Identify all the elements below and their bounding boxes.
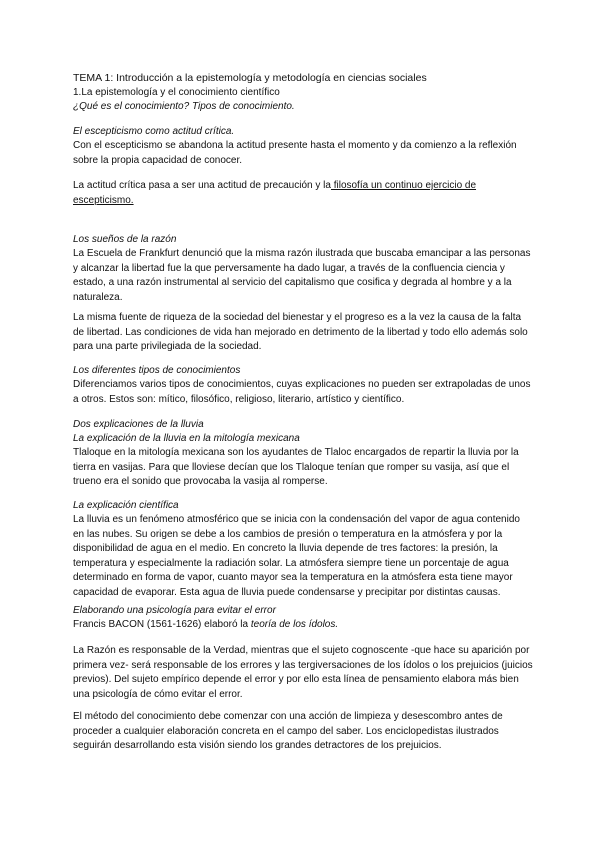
heading-cientifica: La explicación científica <box>73 500 179 511</box>
paragraph-psicologia-2: La Razón es responsable de la Verdad, mientras que el sujeto cognoscente -que hace su aparición por primera vez- será responsable de los errores y las tergiversaciones de los ídolos o los prejuicios (juicios previos). Del sujeto empírico depende el error y por ello esta línea de pensamiento elabora más bien una psicología de cómo evitar el error. <box>73 645 533 700</box>
paragraph-psicologia-3: El método del conocimiento debe comenzar con una acción de limpieza y desescombro antes de proceder a cualquier elaboración concreta en el campo del saber. Los enciclopedistas ilustrados seguirán desarrollando esta visión siendo los grandes detractores de los prejuicios. <box>73 711 503 752</box>
heading-suenos: Los sueños de la razón <box>73 234 177 245</box>
paragraph-cientifica-1: La lluvia es un fenómeno atmosférico que se inicia con la condensación del vapor de agua contenido en las nubes. Su origen se debe a los cambios de presión o temperatura en la atmósfera y por la disponibilidad de agua en el medio. En concreto la lluvia depende de tres factores: la presión, la temperatura y especialmente la radiación solar. La atmósfera siempre tiene un porcentaje de agua determinado en forma de vapor, cuanto mayor sea la temperatura en la atmósfera esta tiene mayor capacidad de evaporar. Esta agua de lluvia puede condensarse y precipitar por distintas causas. <box>73 514 520 598</box>
paragraph-escepticismo-2-underlined: filosofía un continuo ejercicio de escepticismo. <box>73 180 477 206</box>
paragraph-psicologia-1-start: Francis BACON (1561-1626) elaboró la <box>73 619 251 630</box>
doc-question: ¿Qué es el conocimiento? Tipos de conocimiento. <box>73 101 295 112</box>
subheading-lluvia-mitologia: La explicación de la lluvia en la mitología mexicana <box>73 433 300 444</box>
heading-escepticismo: El escepticismo como actitud crítica. <box>73 126 235 137</box>
paragraph-suenos-1: La Escuela de Frankfurt denunció que la misma razón ilustrada que buscaba emancipar a las personas y alcanzar la libertad fue la que perversamente ha dado lugar, a través de la confluencia ciencia y estado, a una razón instrumental al servicio del capitalismo que cosifica y degrada al hombre y a la naturaleza. <box>73 248 531 303</box>
paragraph-psicologia-1 <box>73 618 533 633</box>
heading-psicologia: Elaborando una psicología para evitar el error <box>73 605 276 616</box>
paragraph-escepticismo-2-start: La actitud crítica pasa a ser una actitud de precaución y la <box>73 180 331 191</box>
paragraph-suenos-2: La misma fuente de riqueza de la sociedad del bienestar y el progreso es a la vez la causa de la falta de libertad. Las condiciones de vida han mejorado en detrimento de la libertad y todo ello además solo para una parte privilegiada de la sociedad. <box>73 312 528 353</box>
heading-lluvia: Dos explicaciones de la lluvia <box>73 419 204 430</box>
heading-tipos: Los diferentes tipos de conocimientos <box>73 365 241 376</box>
paragraph-lluvia-1: Tlaloque en la mitología mexicana son los ayudantes de Tlaloc encargados de repartir la lluvia por la tierra en vasijas. Para que lloviese decían que los Tlaloque tenían que romper su vasija, así que el trueno era el sonido que provocaba la vasija al romperse. <box>73 447 519 488</box>
paragraph-psicologia-1-italic: teoría de los ídolos. <box>250 619 339 630</box>
paragraph-tipos-1: Diferenciamos varios tipos de conocimientos, cuyas explicaciones no pueden ser extrapoladas de unos a otros. Estos son: mítico, filosófico, religioso, literario, artístico y científico. <box>73 379 531 405</box>
doc-title: TEMA 1: Introducción a la epistemología y metodología en ciencias sociales <box>73 72 427 84</box>
doc-subtitle: 1.La epistemología y el conocimiento científico <box>73 87 280 98</box>
paragraph-escepticismo-2 <box>73 179 533 208</box>
paragraph-escepticismo-1: Con el escepticismo se abandona la actitud presente hasta el momento y da comienzo a la reflexión sobre la propia capacidad de conocer. <box>73 140 517 166</box>
